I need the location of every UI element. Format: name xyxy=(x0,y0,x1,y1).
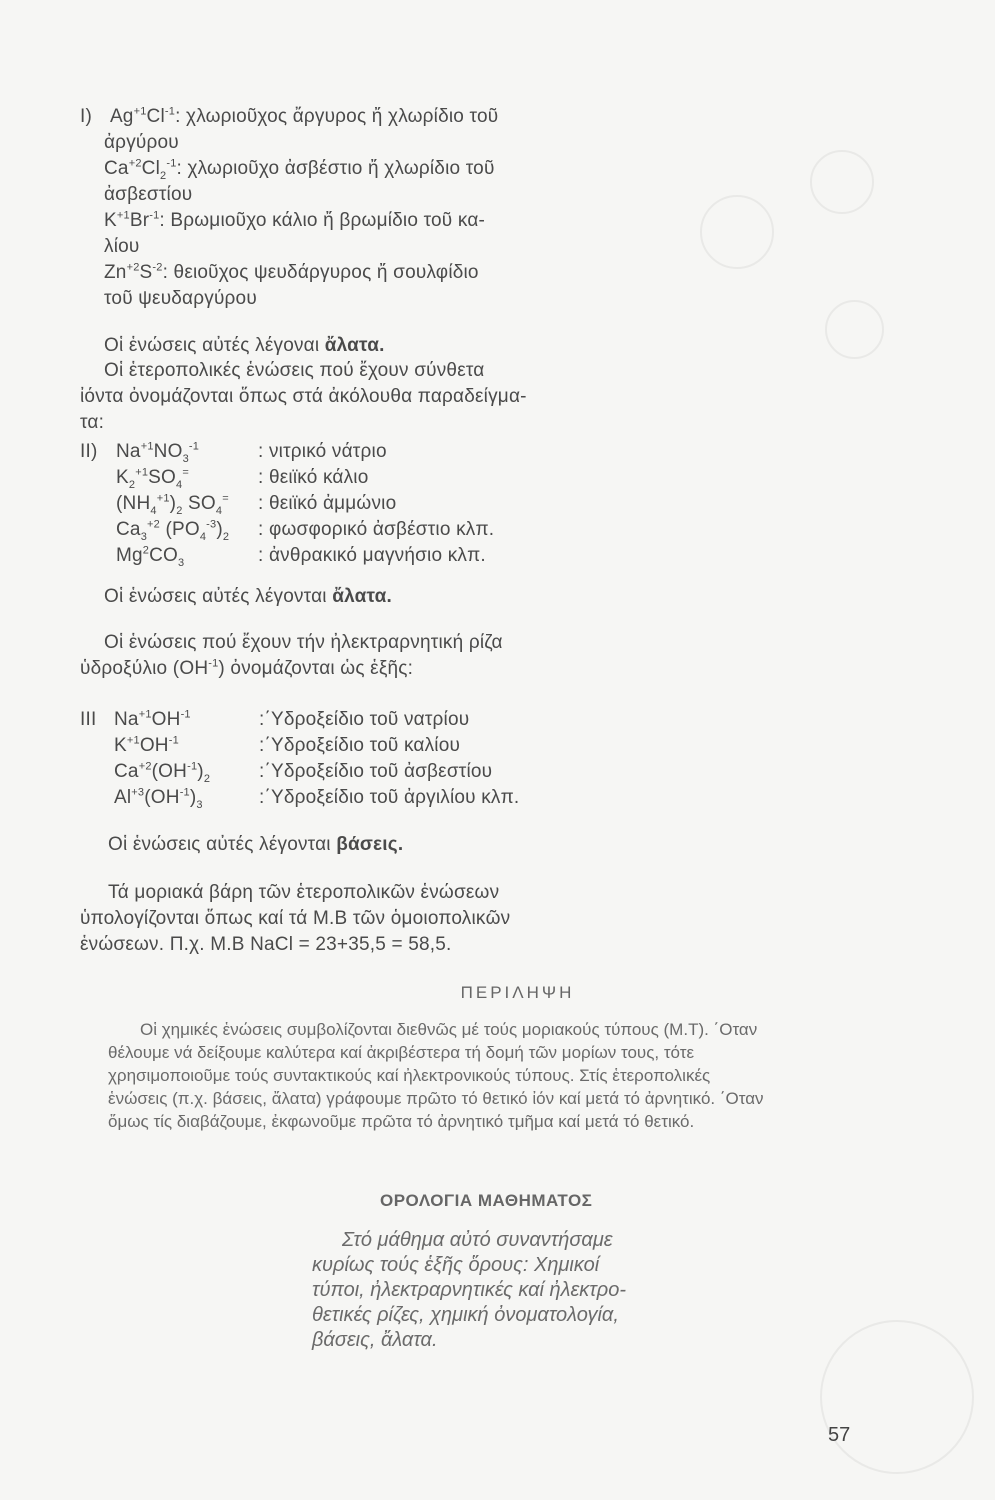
compound-name: : φωσφορικό ἀσβέστιο κλπ. xyxy=(258,519,495,540)
terms-line: κυρίως τούς ἑξῆς ὅρους: Χημικοί xyxy=(312,1254,600,1276)
bleed-through-circle xyxy=(820,1320,974,1474)
paragraph-line: Οἱ ἑνώσεις πού ἔχουν τήν ἠλεκτραρνητική ρίζα xyxy=(104,632,503,653)
section-ii-row xyxy=(80,465,494,491)
terms-line: τύποι, ἠλεκτραρνητικές καί ἠλεκτρο- xyxy=(312,1279,626,1301)
summary-line: ὅμως τίς διαβάζουμε, ἐκφωνοῦμε πρῶτα τό ἀρνητικό τμῆμα καί μετά τό θετικό. xyxy=(108,1112,695,1131)
conclusion-keyword: ἄλατα. xyxy=(332,586,392,607)
section-i-row xyxy=(80,156,498,182)
section-ii xyxy=(80,439,494,569)
bleed-through-circle xyxy=(700,195,774,269)
compound-name: : χλωριοῦχος ἄργυρος ἤ χλωρίδιο τοῦ xyxy=(175,106,499,127)
conclusion-text: Οἱ ἑνώσεις αὐτές λέγοναι xyxy=(104,335,325,356)
compound-name-cont: ἀργύρου xyxy=(104,132,179,153)
summary-line: χρησιμοποιοῦμε τούς συντακτικούς καί ἠλεκτρονικούς τύπους. Στίς ἑτεροπολικές xyxy=(108,1066,711,1085)
compound-name: :΄Υδροξείδιο τοῦ ἀργιλίου κλπ. xyxy=(259,787,520,808)
compound-name: : θειοῦχος ψευδάργυρος ἤ σουλφίδιο xyxy=(162,262,479,283)
section-iii-row xyxy=(80,785,519,811)
section-marker: I) xyxy=(80,106,93,127)
paragraph-line: ἰόντα ὀνομάζονται ὅπως στά ἀκόλουθα παραδείγμα- xyxy=(80,386,527,407)
summary-title: ΠΕΡΙΛΗΨΗ xyxy=(460,983,575,1002)
chemical-formula: $Ca^{+2}Cl_2^{-1}$ xyxy=(104,157,177,182)
bleed-through-circle xyxy=(825,300,884,359)
compound-name: : θειϊκό κάλιο xyxy=(258,467,369,488)
paragraph-line: ὑπολογίζονται ὅπως καί τά Μ.Β τῶν ὁμοιοπολικῶν xyxy=(80,908,511,929)
section-ii-row xyxy=(80,491,494,517)
terms-line: βάσεις, ἄλατα. xyxy=(312,1329,438,1351)
chemical-formula: $Ag^{+1}Cl^{-1}$ xyxy=(109,105,176,127)
section-iii xyxy=(80,707,519,811)
summary-line: ἑνώσεις (π.χ. βάσεις, ἄλατα) γράφουμε πρῶτο τό θετικό ἰόν καί μετά τό ἀρνητικό. ΄Οταν xyxy=(108,1089,764,1108)
section-ii-row xyxy=(80,517,494,543)
chemical-formula: $Zn^{+2}S^{-2}$ xyxy=(104,261,163,283)
chemical-formula: $Ca^{+2}(OH^{-1})_2$ xyxy=(114,760,211,785)
compound-name: : Βρωμιοῦχο κάλιο ἤ βρωμίδιο τοῦ κα- xyxy=(159,210,486,231)
chemical-formula: $(NH_4^{+1})_2$ $SO_4^=$ xyxy=(116,492,229,517)
compound-name: :΄Υδροξείδιο τοῦ καλίου xyxy=(259,735,461,756)
section-iii-row xyxy=(80,707,519,733)
section-i-row xyxy=(80,104,498,130)
chemical-formula: $K^{+1}Br^{-1}$ xyxy=(104,209,160,231)
chemical-formula: $Ca_3^{+2}$ $(PO_4^{-3})_2$ xyxy=(116,518,230,543)
chemical-formula: $Na^{+1}NO_3^{-1}$ xyxy=(116,440,200,465)
paragraph-line: Τά μοριακά βάρη τῶν ἑτεροπολικῶν ἑνώσεων xyxy=(108,882,500,903)
paragraph-line: ἑνώσεων. Π.χ. Μ.Β NaCl = 23+35,5 = 58,5. xyxy=(80,934,452,955)
paragraph-line: Οἱ ἑτεροπολικές ἑνώσεις πού ἔχουν σύνθετα xyxy=(104,360,485,381)
section-ii-row xyxy=(80,543,494,569)
compound-name-cont: ἀσβεστίου xyxy=(104,184,193,205)
compound-name: : νιτρικό νάτριο xyxy=(258,441,387,462)
paragraph-line: τα: xyxy=(80,412,105,433)
compound-name: : ἀνθρακικό μαγνήσιο κλπ. xyxy=(258,545,486,566)
conclusion-salts-2 xyxy=(104,584,392,610)
paragraph-line: ὑδροξύλιο $(OH^{-1})$ ὀνομάζονται ὡς ἑξῆς: xyxy=(80,657,414,679)
compound-name: : χλωριοῦχο ἀσβέστιο ἤ χλωρίδιο τοῦ xyxy=(176,158,495,179)
compound-name-cont: τοῦ ψευδαργύρου xyxy=(104,288,257,309)
summary-body xyxy=(108,1018,896,1133)
terms-line: Στό μάθημα αὐτό συναντήσαμε xyxy=(342,1229,613,1251)
page-number: 57 xyxy=(828,1424,851,1446)
chemical-formula: $Mg^2CO_3$ xyxy=(116,544,185,569)
conclusion-text: Οἱ ἑνώσεις αὐτές λέγονται xyxy=(104,586,333,607)
conclusion-salts-1 xyxy=(104,333,385,359)
compound-name: :΄Υδροξείδιο τοῦ νατρίου xyxy=(259,709,470,730)
section-marker: III xyxy=(80,709,97,730)
section-ii-row xyxy=(80,439,494,465)
chemical-formula: $K_2^{+1}SO_4^=$ xyxy=(116,466,189,491)
section-iii-row xyxy=(80,759,519,785)
conclusion-keyword: ἄλατα. xyxy=(324,335,385,356)
section-marker: II) xyxy=(80,441,98,462)
terms-body xyxy=(312,1228,626,1353)
intro-ii xyxy=(80,358,527,436)
chemical-formula: $Na^{+1}OH^{-1}$ xyxy=(114,708,191,730)
summary-line: Οἱ χημικές ἑνώσεις συμβολίζονται διεθνῶς μέ τούς μοριακούς τύπους (Μ.Τ). ΄Οταν xyxy=(140,1020,758,1039)
section-i xyxy=(80,104,498,312)
conclusion-keyword: βάσεις. xyxy=(336,834,404,855)
summary-line: θέλουμε νά δείξουμε καλύτερα καί ἀκριβέστερα τή δομή τῶν μορίων τους, τότε xyxy=(108,1043,695,1062)
section-iii-row xyxy=(80,733,519,759)
conclusion-bases xyxy=(108,832,403,858)
compound-name: : θειϊκό ἀμμώνιο xyxy=(258,493,397,514)
chemical-formula: $K^{+1}OH^{-1}$ xyxy=(114,734,179,756)
intro-iii xyxy=(80,630,503,682)
section-i-row xyxy=(80,260,498,286)
conclusion-text: Οἱ ἑνώσεις αὐτές λέγονται xyxy=(108,834,337,855)
molar-mass-paragraph xyxy=(80,880,510,958)
compound-name-cont: λίου xyxy=(104,236,140,257)
bleed-through-circle xyxy=(810,150,874,214)
compound-name: :΄Υδροξείδιο τοῦ ἀσβεστίου xyxy=(259,761,493,782)
section-i-row xyxy=(80,208,498,234)
terms-line: θετικές ρίζες, χημική ὀνοματολογία, xyxy=(312,1304,619,1326)
chemical-formula: $Al^{+3}(OH^{-1})_3$ xyxy=(114,786,203,811)
terms-title: ΟΡΟΛΟΓΙΑ ΜΑΘΗΜΑΤΟΣ xyxy=(380,1191,593,1210)
